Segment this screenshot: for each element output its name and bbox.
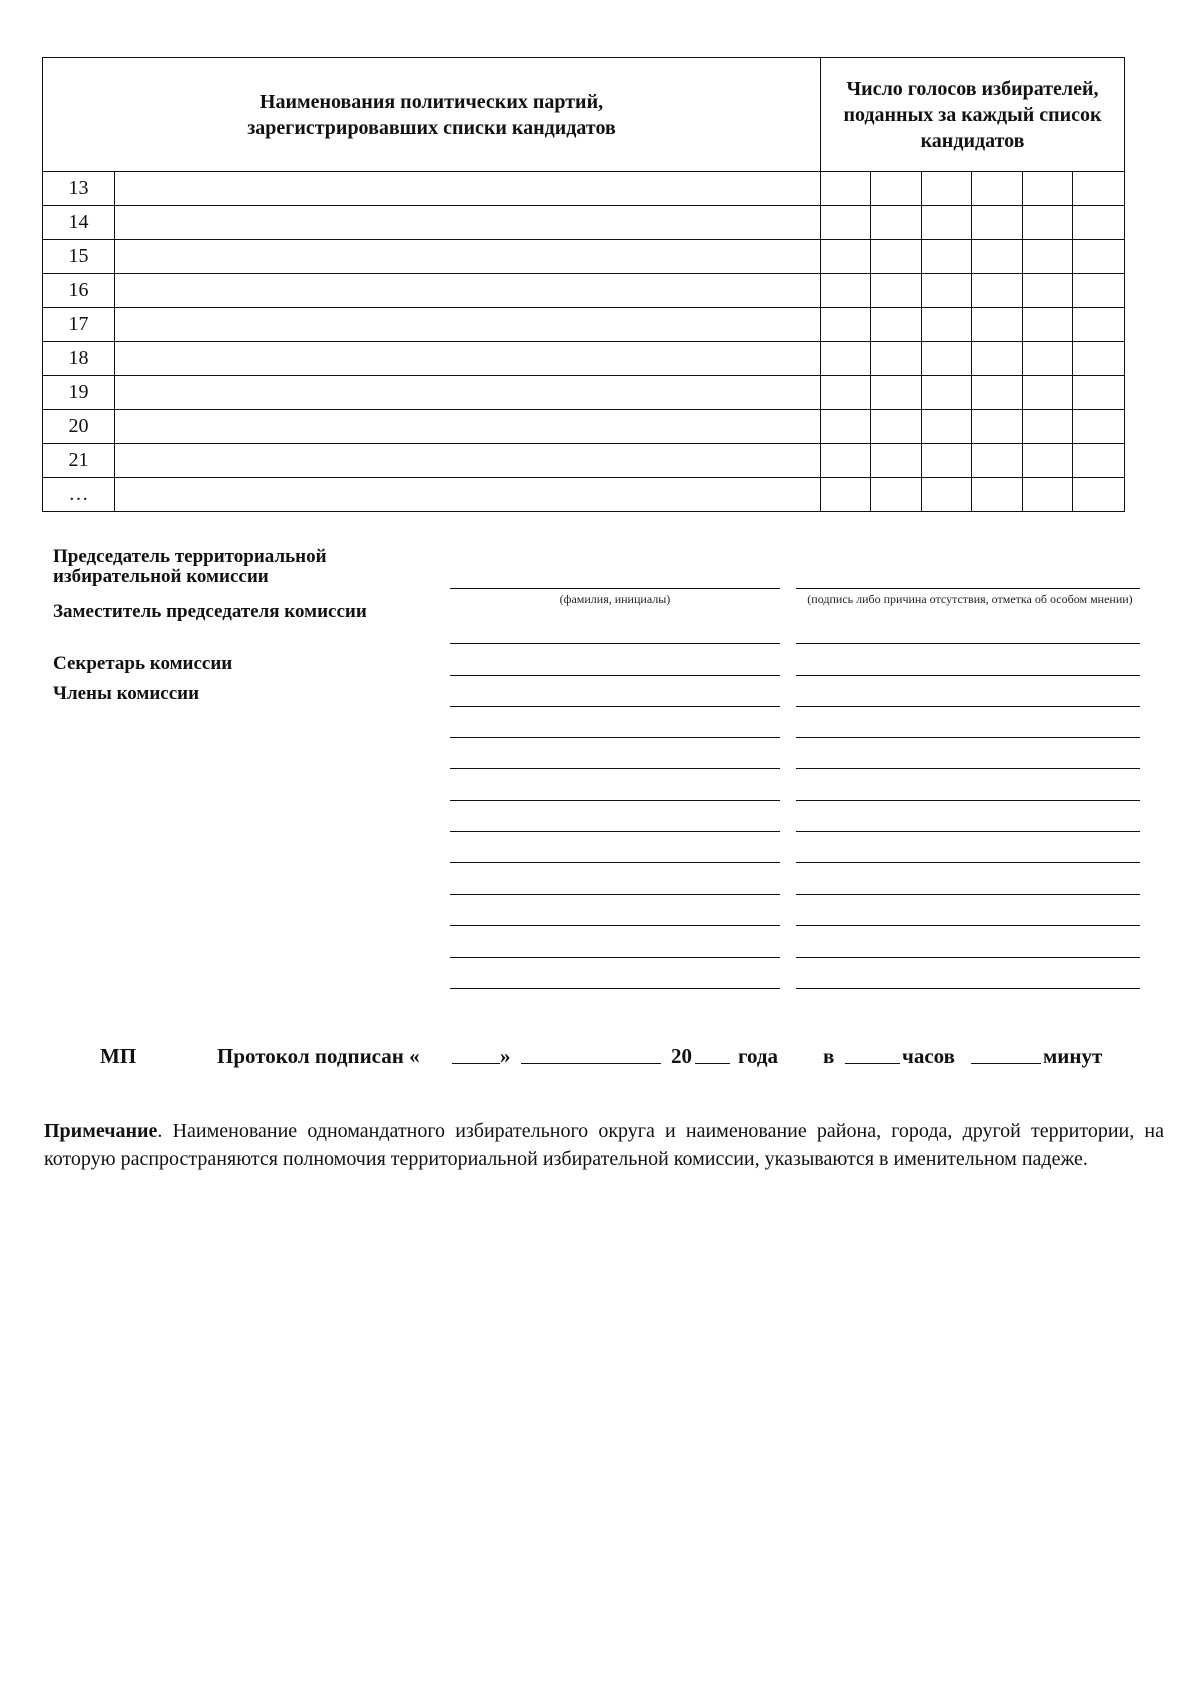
party-name-cell[interactable]	[115, 172, 821, 206]
minutes-field[interactable]	[971, 1043, 1041, 1064]
note-paragraph	[44, 1117, 1164, 1173]
table-row	[43, 444, 1125, 478]
vote-digit-cell[interactable]	[1023, 376, 1073, 410]
vote-digit-cell[interactable]	[922, 274, 972, 308]
table-row	[43, 206, 1125, 240]
row-number: 16	[43, 274, 115, 308]
vote-digit-cell[interactable]	[1073, 444, 1125, 478]
vote-digit-cell[interactable]	[821, 240, 871, 274]
table-row	[43, 410, 1125, 444]
vote-digit-cell[interactable]	[972, 478, 1023, 512]
name-line[interactable]	[450, 862, 780, 863]
name-line[interactable]	[450, 957, 780, 958]
role-deputy: Заместитель председателя комиссии	[53, 601, 367, 622]
vote-digit-cell[interactable]	[871, 410, 922, 444]
row-number: 14	[43, 206, 115, 240]
month-field[interactable]	[521, 1043, 661, 1064]
vote-digit-cell[interactable]	[1023, 240, 1073, 274]
row-number: 21	[43, 444, 115, 478]
party-name-cell[interactable]	[115, 478, 821, 512]
row-number: 17	[43, 308, 115, 342]
table-body	[43, 172, 1125, 512]
vote-digit-cell[interactable]	[1073, 274, 1125, 308]
header-votes-text: Число голосов избирателей, поданных за каждый список кандидатов	[843, 77, 1102, 152]
vote-digit-cell[interactable]	[972, 206, 1023, 240]
table-row	[43, 376, 1125, 410]
vote-digit-cell[interactable]	[972, 274, 1023, 308]
vote-digit-cell[interactable]	[972, 342, 1023, 376]
vote-digit-cell[interactable]	[922, 376, 972, 410]
name-line[interactable]	[450, 768, 780, 769]
header-parties	[43, 58, 821, 172]
vote-digit-cell[interactable]	[922, 206, 972, 240]
vote-digit-cell[interactable]	[1023, 444, 1073, 478]
signature-line[interactable]	[796, 925, 1140, 926]
vote-digit-cell[interactable]	[922, 240, 972, 274]
signature-line[interactable]	[796, 706, 1140, 707]
vote-digit-cell[interactable]	[871, 308, 922, 342]
vote-digit-cell[interactable]	[1023, 172, 1073, 206]
role-secretary: Секретарь комиссии	[53, 653, 233, 674]
vote-digit-cell[interactable]	[821, 206, 871, 240]
signature-line[interactable]	[796, 643, 1140, 644]
year-prefix: 20	[671, 1044, 692, 1068]
party-name-cell[interactable]	[115, 376, 821, 410]
vote-digit-cell[interactable]	[972, 410, 1023, 444]
year-field[interactable]	[695, 1043, 730, 1064]
note-label: Примечание	[44, 1120, 158, 1142]
votes-table	[42, 57, 1125, 512]
row-number: …	[43, 478, 115, 512]
signature-line[interactable]	[796, 675, 1140, 676]
vote-digit-cell[interactable]	[972, 240, 1023, 274]
stamp-label: МП	[100, 1044, 137, 1068]
vote-digit-cell[interactable]	[972, 444, 1023, 478]
name-line[interactable]	[450, 925, 780, 926]
vote-digit-cell[interactable]	[1023, 206, 1073, 240]
note-text: . Наименование одномандатного избирательного округа и наименование района, города, другой территории, на которую распространяются полномочия территориальной избирательной комиссии, указываются в именительном падеже.	[44, 1120, 1164, 1170]
row-number: 19	[43, 376, 115, 410]
vote-digit-cell[interactable]	[1023, 410, 1073, 444]
at-label: в	[823, 1044, 835, 1068]
vote-digit-cell[interactable]	[871, 240, 922, 274]
vote-digit-cell[interactable]	[922, 410, 972, 444]
name-line[interactable]	[450, 643, 780, 644]
signed-quote-close: »	[500, 1044, 511, 1068]
vote-digit-cell[interactable]	[871, 376, 922, 410]
vote-digit-cell[interactable]	[821, 342, 871, 376]
vote-digit-cell[interactable]	[821, 410, 871, 444]
name-line[interactable]	[450, 988, 780, 989]
vote-digit-cell[interactable]	[821, 308, 871, 342]
vote-digit-cell[interactable]	[871, 172, 922, 206]
vote-digit-cell[interactable]	[1073, 342, 1125, 376]
table-row	[43, 308, 1125, 342]
name-line[interactable]	[450, 894, 780, 895]
vote-digit-cell[interactable]	[821, 478, 871, 512]
caption-signature: (подпись либо причина отсутствия, отметка об особом мнении)	[807, 592, 1133, 606]
vote-digit-cell[interactable]	[1073, 206, 1125, 240]
signature-line[interactable]	[796, 894, 1140, 895]
vote-digit-cell[interactable]	[1073, 172, 1125, 206]
vote-digit-cell[interactable]	[972, 308, 1023, 342]
party-name-cell[interactable]	[115, 444, 821, 478]
signature-line[interactable]	[796, 800, 1140, 801]
vote-digit-cell[interactable]	[1073, 240, 1125, 274]
row-number: 13	[43, 172, 115, 206]
signed-prefix: Протокол подписан «	[217, 1044, 420, 1068]
name-line[interactable]	[450, 800, 780, 801]
name-line[interactable]	[450, 706, 780, 707]
table-header-row	[43, 58, 1125, 172]
vote-digit-cell[interactable]	[871, 206, 922, 240]
party-name-cell[interactable]	[115, 240, 821, 274]
vote-digit-cell[interactable]	[821, 274, 871, 308]
party-name-cell[interactable]	[115, 206, 821, 240]
year-suffix: года	[738, 1044, 779, 1068]
party-name-cell[interactable]	[115, 410, 821, 444]
vote-digit-cell[interactable]	[821, 172, 871, 206]
signature-line[interactable]	[796, 768, 1140, 769]
vote-digit-cell[interactable]	[922, 342, 972, 376]
vote-digit-cell[interactable]	[821, 376, 871, 410]
vote-digit-cell[interactable]	[972, 172, 1023, 206]
minutes-label: минут	[1043, 1044, 1103, 1068]
vote-digit-cell[interactable]	[871, 478, 922, 512]
row-number: 15	[43, 240, 115, 274]
vote-digit-cell[interactable]	[1023, 342, 1073, 376]
vote-digit-cell[interactable]	[922, 444, 972, 478]
vote-digit-cell[interactable]	[1073, 308, 1125, 342]
table-row	[43, 342, 1125, 376]
party-name-cell[interactable]	[115, 342, 821, 376]
vote-digit-cell[interactable]	[1023, 274, 1073, 308]
hours-label: часов	[902, 1044, 955, 1068]
table-row	[43, 274, 1125, 308]
name-line[interactable]	[450, 831, 780, 832]
table-row	[43, 172, 1125, 206]
role-chairman: Председатель территориальной избирательной комиссии	[53, 546, 327, 587]
name-line[interactable]	[450, 737, 780, 738]
signature-line[interactable]	[796, 988, 1140, 989]
party-name-cell[interactable]	[115, 274, 821, 308]
vote-digit-cell[interactable]	[821, 444, 871, 478]
party-name-cell[interactable]	[115, 308, 821, 342]
vote-digit-cell[interactable]	[1023, 308, 1073, 342]
vote-digit-cell[interactable]	[922, 308, 972, 342]
role-members: Члены комиссии	[53, 683, 200, 704]
vote-digit-cell[interactable]	[871, 274, 922, 308]
vote-digit-cell[interactable]	[922, 172, 972, 206]
hours-field[interactable]	[845, 1043, 900, 1064]
signature-line[interactable]	[796, 862, 1140, 863]
signature-line[interactable]	[796, 737, 1140, 738]
name-line[interactable]	[450, 675, 780, 676]
vote-digit-cell[interactable]	[1073, 410, 1125, 444]
vote-digit-cell[interactable]	[922, 478, 972, 512]
signature-line[interactable]	[796, 588, 1140, 589]
vote-digit-cell[interactable]	[1073, 376, 1125, 410]
day-field[interactable]	[452, 1043, 500, 1064]
vote-digit-cell[interactable]	[1073, 478, 1125, 512]
signature-line[interactable]	[796, 957, 1140, 958]
vote-digit-cell[interactable]	[871, 444, 922, 478]
signature-line[interactable]	[796, 831, 1140, 832]
header-parties-text: Наименования политических партий, зарегистрировавших списки кандидатов	[247, 90, 616, 139]
vote-digit-cell[interactable]	[1023, 478, 1073, 512]
row-number: 20	[43, 410, 115, 444]
row-number: 18	[43, 342, 115, 376]
caption-name: (фамилия, инициалы)	[559, 592, 671, 606]
table-row	[43, 478, 1125, 512]
vote-digit-cell[interactable]	[972, 376, 1023, 410]
name-line[interactable]	[450, 588, 780, 589]
header-votes	[821, 58, 1125, 172]
vote-digit-cell[interactable]	[871, 342, 922, 376]
table-row	[43, 240, 1125, 274]
